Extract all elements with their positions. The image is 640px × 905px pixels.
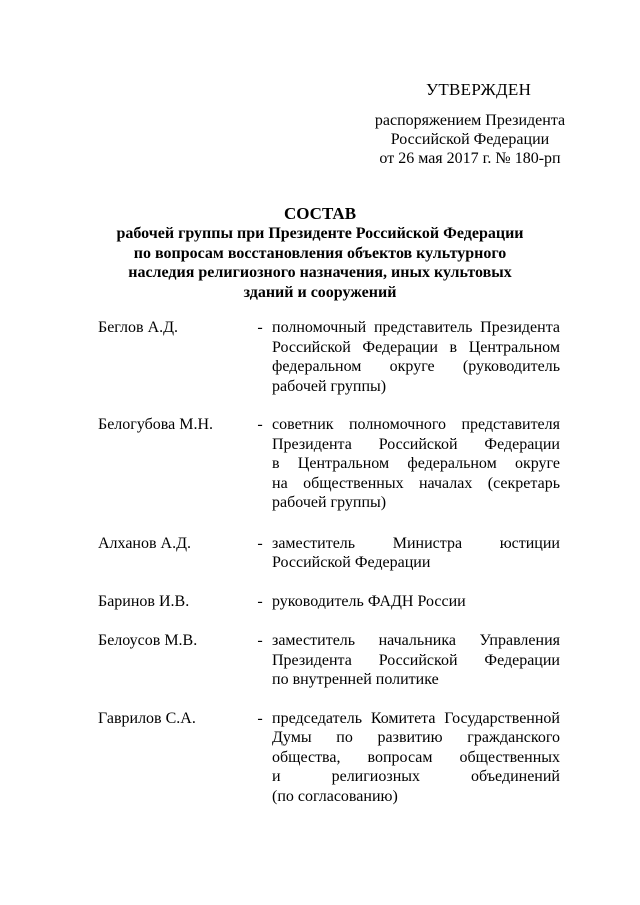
members-list xyxy=(98,318,560,806)
approval-gap xyxy=(350,100,590,111)
member-role xyxy=(272,534,560,573)
member-role xyxy=(272,592,560,612)
member-role-line: Российской Федерации в Центральном xyxy=(272,338,560,356)
member-role-line: рабочей группы) xyxy=(272,377,387,395)
title-line-1: рабочей группы при Президенте Российской Федерации xyxy=(116,225,524,242)
member-role-line: Президента Российской Федерации xyxy=(272,651,560,669)
approval-line-3: от 26 мая 2017 г. № 180-рп xyxy=(379,150,561,167)
title-line-4: зданий и сооружений xyxy=(243,283,397,301)
title-line-2: по вопросам восстановления объектов культурного xyxy=(133,244,507,262)
member-dash: - xyxy=(257,632,263,649)
member-role-line: федеральном округе (руководитель xyxy=(272,358,560,375)
member-row xyxy=(98,415,560,513)
member-role-line: полномочный представитель Президента xyxy=(272,319,560,336)
member-name: Баринов И.В. xyxy=(98,592,190,610)
member-role-line: в Центральном федеральном округе xyxy=(272,455,560,472)
member-role-line: Президента Российской Федерации xyxy=(272,435,560,453)
member-name: Гаврилов С.А. xyxy=(98,709,196,727)
member-dash: - xyxy=(257,534,263,552)
member-row xyxy=(98,318,560,396)
member-role-line: заместитель начальника Управления xyxy=(272,632,560,649)
title-heading: СОСТАВ xyxy=(283,204,357,223)
approval-line-2: Российской Федерации xyxy=(390,131,550,148)
member-role-line: Российской Федерации xyxy=(272,554,431,571)
member-dash: - xyxy=(257,416,263,433)
member-role-line: Думы по развитию гражданского xyxy=(272,729,560,746)
member-dash: - xyxy=(257,592,263,610)
member-role xyxy=(272,709,560,807)
member-role-line: (по согласованию) xyxy=(272,787,398,805)
member-role-line: общества, вопросам общественных xyxy=(272,748,560,766)
member-row xyxy=(98,592,560,612)
member-role-line: советник полномочного представителя xyxy=(272,416,560,433)
approval-stamp xyxy=(350,80,590,168)
member-dash: - xyxy=(257,709,263,727)
member-role xyxy=(272,415,560,513)
member-role-line: руководитель ФАДН России xyxy=(272,592,466,610)
member-row xyxy=(98,631,560,690)
member-role xyxy=(272,318,560,396)
document-title xyxy=(60,203,580,302)
member-role-line: по внутренней политике xyxy=(272,671,439,688)
member-dash: - xyxy=(257,319,263,336)
member-name: Алханов А.Д. xyxy=(98,534,192,552)
approved-label: УТВЕРЖДЕН xyxy=(426,80,532,99)
member-role-line: и религиозных объединений xyxy=(272,768,560,785)
member-role xyxy=(272,631,560,690)
member-role-line: заместитель Министра юстиции xyxy=(272,534,560,552)
member-row xyxy=(98,534,560,573)
approval-line-1: распоряжением Президента xyxy=(374,112,566,129)
member-role-line: рабочей группы) xyxy=(272,494,387,511)
title-line-3: наследия религиозного назначения, иных культовых xyxy=(128,264,512,281)
member-row xyxy=(98,709,560,807)
member-name: Белогубова М.Н. xyxy=(98,416,213,433)
member-role-line: на общественных началах (секретарь xyxy=(272,474,560,492)
member-name: Белоусов М.В. xyxy=(98,632,198,649)
member-name: Беглов А.Д. xyxy=(98,319,179,336)
member-role-line: председатель Комитета Государственной xyxy=(272,709,560,727)
